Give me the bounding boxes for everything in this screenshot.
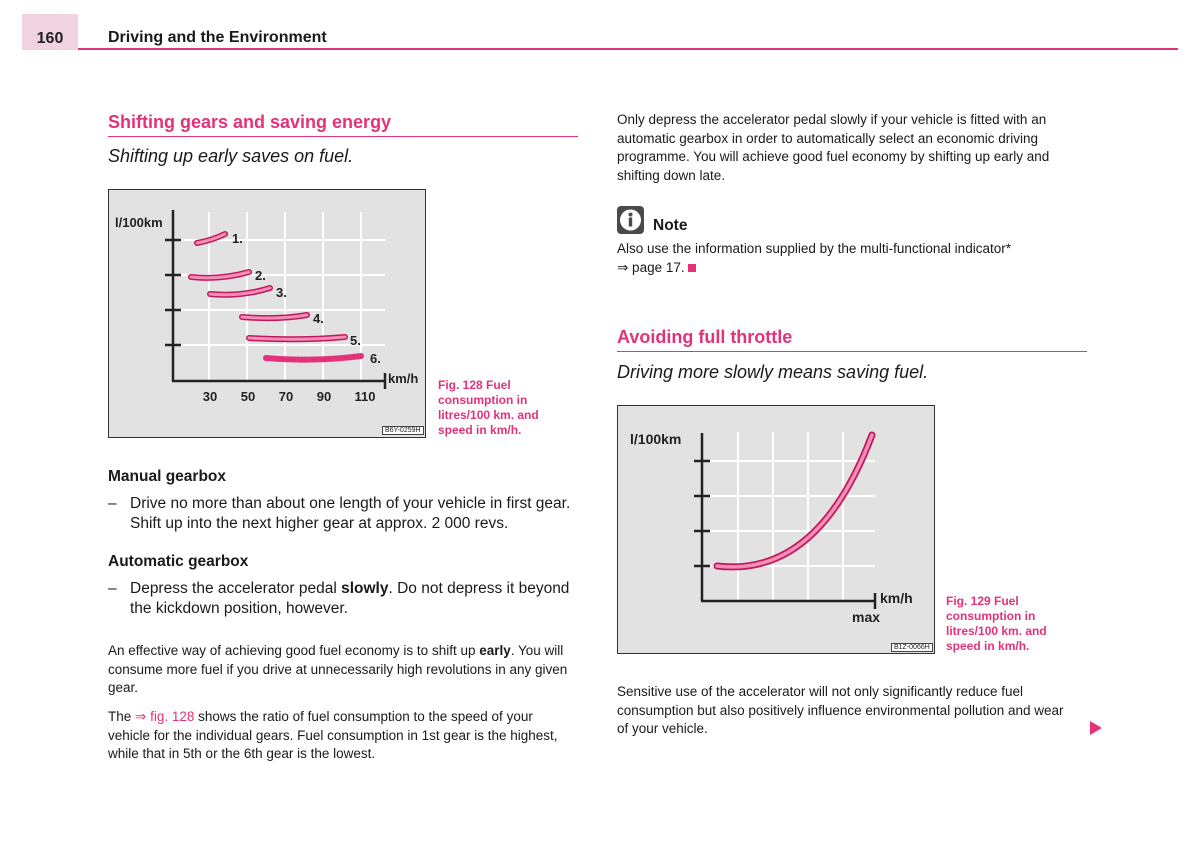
text-run: shows the ratio of fuel consumption to the speed of your vehicle for the individual gears. Fuel consumption in 1st gear is the highest, while that in 5th or the 6th gear is the lowest.: [108, 709, 558, 761]
subtitle-shifting: Shifting up early saves on fuel.: [108, 146, 354, 166]
manual-gearbox-text: Drive no more than about one length of your vehicle in first gear. Shift up into the next higher gear at approx. 2 000 revs.: [130, 495, 571, 532]
gear-label: 3.: [276, 285, 287, 300]
text-run-bold: early: [479, 643, 511, 658]
note-line-1: Also use the information supplied by the multi-functional indicator*: [617, 241, 1011, 256]
chart-axes: [694, 433, 875, 609]
text-run: Depress the accelerator pedal: [130, 580, 342, 597]
section-title-throttle: Avoiding full throttle: [617, 327, 1087, 352]
figure-caption: Fig. 128 Fuel consumption in litres/100 km. and speed in km/h.: [438, 378, 539, 437]
chapter-title: Driving and the Environment: [108, 29, 327, 46]
figure-code: B1Z-0066H: [891, 643, 933, 652]
page-number: 160: [22, 14, 78, 50]
x-tick-label: 30: [202, 389, 218, 404]
text-run: An effective way of achieving good fuel economy is to shift up: [108, 643, 480, 658]
y-axis-label: l/100km: [115, 215, 163, 230]
gear-label: 2.: [255, 268, 266, 283]
x-tick-label: 70: [278, 389, 294, 404]
info-icon-glyph: [617, 206, 644, 234]
manual-gearbox-item: [108, 494, 580, 534]
x-tick-label: 110: [354, 389, 376, 404]
section-title-shifting: Shifting gears and saving energy: [108, 112, 578, 137]
chart-axes: [165, 210, 385, 389]
gear-label: 6.: [370, 351, 381, 366]
header-rule: [78, 48, 1178, 50]
paragraph-fig-reference: [108, 708, 578, 764]
gear-label: 4.: [313, 311, 324, 326]
paragraph-early-shift: [108, 642, 578, 698]
automatic-gearbox-item: [108, 579, 580, 619]
next-page-arrow-icon[interactable]: [1090, 721, 1102, 740]
figure-128: [108, 189, 426, 438]
paragraph-automatic-gearbox: Only depress the accelerator pedal slowly if your vehicle is fitted with an automatic gearbox in order to automatically select an economic driving programme. You will achieve good fuel economy by shifting up early and shifting down late.: [617, 112, 1050, 183]
note-text: [617, 240, 1092, 277]
x-axis-unit: km/h: [388, 371, 419, 386]
info-icon: [617, 206, 644, 234]
triangle-right-icon: [1090, 721, 1102, 735]
x-tick-label: 50: [240, 389, 256, 404]
dash-bullet: –: [108, 495, 117, 512]
gear-label: 5.: [350, 333, 361, 348]
text-run: . Do not depress it beyond the kickdown position, however.: [130, 580, 570, 617]
gear-consumption-chart: [109, 190, 427, 439]
page-17-link[interactable]: ⇒ page 17.: [617, 259, 685, 275]
note-line-2: [617, 259, 1092, 278]
figure-129: [617, 405, 935, 654]
manual-gearbox-heading: Manual gearbox: [108, 468, 226, 485]
gear-6-curve: [266, 356, 361, 360]
automatic-gearbox-heading: Automatic gearbox: [108, 553, 249, 570]
paragraph-sensitive-use: Sensitive use of the accelerator will not only significantly reduce fuel consumption but also positively influence environmental pollution and wear of your vehicle.: [617, 684, 1064, 736]
fig-128-link[interactable]: ⇒ fig. 128: [135, 709, 195, 724]
text-run: The: [108, 709, 136, 724]
end-of-section-marker: [688, 264, 696, 272]
figure-code: B6Y-0259H: [382, 426, 424, 435]
x-axis-max-label: max: [852, 609, 881, 625]
text-run: . You will consume more fuel if you drive at unnecessarily high revolutions in any given gear.: [108, 643, 568, 695]
x-tick-label: 90: [316, 389, 332, 404]
text-run-bold: slowly: [341, 580, 389, 597]
figure-caption: Fig. 129 Fuel consumption in litres/100 km. and speed in km/h.: [946, 594, 1047, 653]
y-axis-label: l/100km: [630, 431, 682, 447]
chart-grid: [702, 432, 875, 600]
subtitle-throttle: Driving more slowly means saving fuel.: [617, 362, 929, 382]
dash-bullet: –: [108, 580, 117, 597]
automatic-gearbox-text: [130, 580, 569, 617]
x-axis-unit: km/h: [880, 590, 913, 606]
note-title: Note: [653, 217, 688, 234]
throttle-consumption-chart: [618, 406, 936, 655]
consumption-curve-highlight: [717, 435, 872, 567]
gear-label: 1.: [232, 231, 243, 246]
x-tick-labels: [203, 389, 376, 404]
